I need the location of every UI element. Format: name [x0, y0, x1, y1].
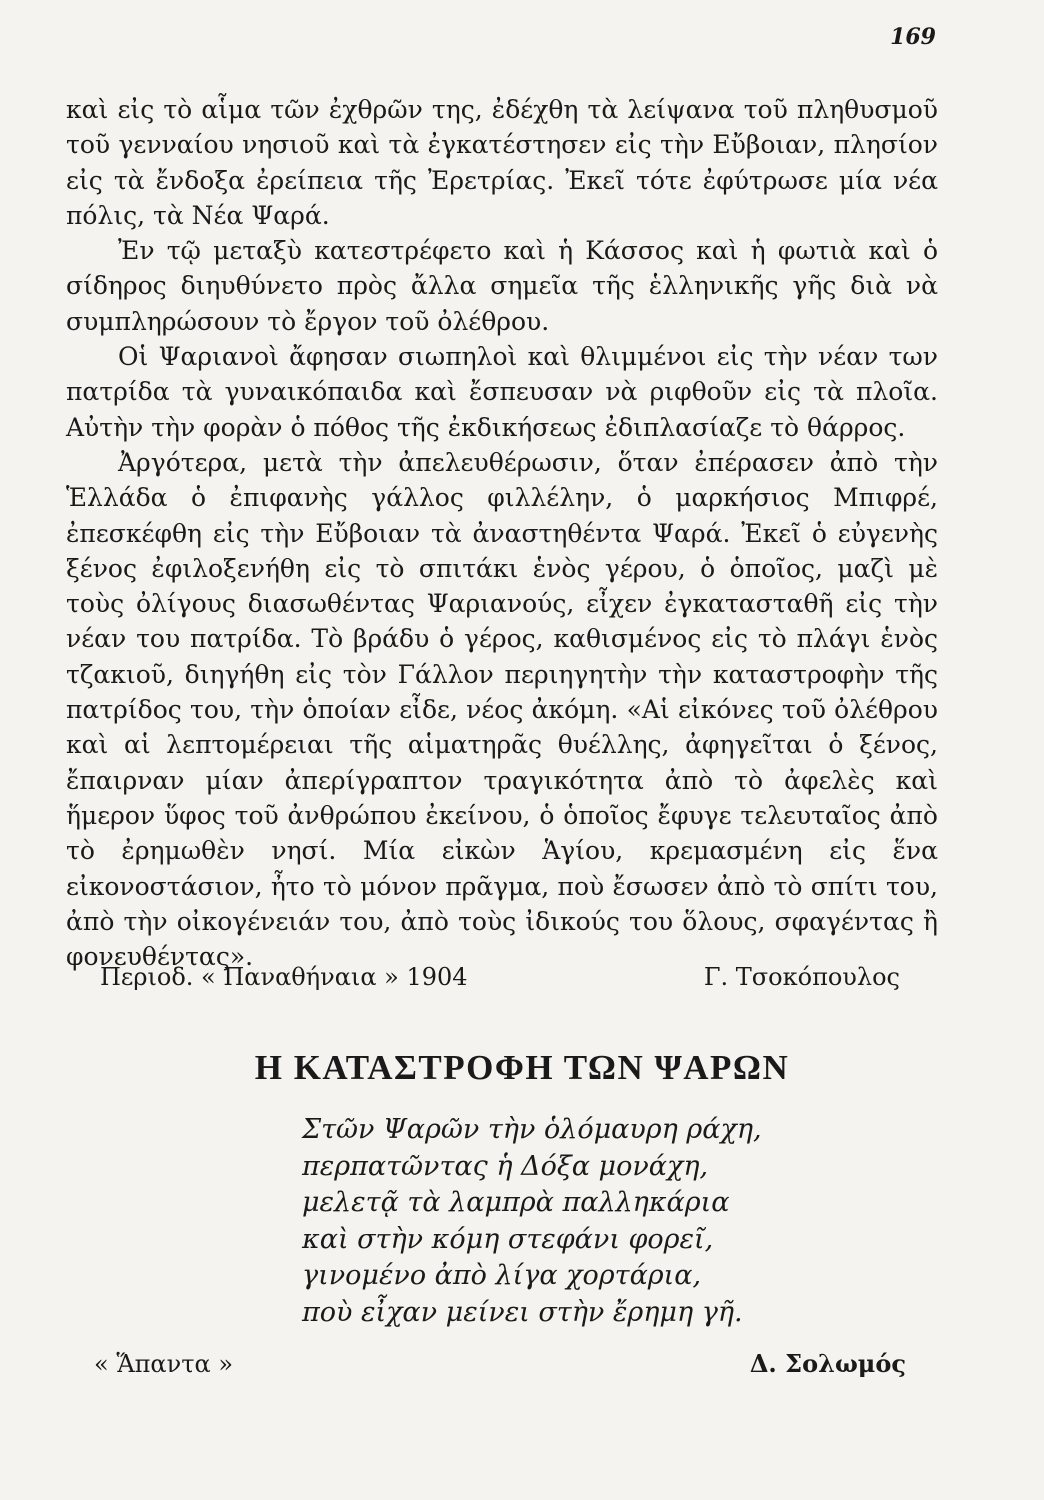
- paragraph: Ἀργότερα, μετὰ τὴν ἀπελευθέρωσιν, ὅταν ἐπέρασεν ἀπὸ τὴν Ἑλλάδα ὁ ἐπιφανὴς γάλλος φιλλέλην, ὁ μαρκήσιος Μπιφρέ, ἐπεσκέφθη εἰς τὴν Εὔβοιαν τὰ ἀναστηθέντα Ψαρά. Ἐκεῖ ὁ εὐγενὴς ξένος ἐφιλοξενήθη εἰς τὸ σπιτάκι ἑνὸς γέρου, ὁ ὁποῖος, μαζὶ μὲ τοὺς ὀλίγους διασωθέντας Ψαριανούς, εἶχεν ἐγκατασταθῆ εἰς τὴν νέαν του πατρίδα. Τὸ βράδυ ὁ γέρος, καθισμένος εἰς τὸ πλάγι ἑνὸς τζακιοῦ, διηγήθη εἰς τὸν Γάλλον περιηγητὴν τὴν καταστροφὴν τῆς πατρίδος του, τὴν ὁποίαν εἶδε, νέος ἀκόμη. «Αἱ εἰκόνες τοῦ ὀλέθρου καὶ αἱ λεπτομέρειαι τῆς αἱματηρᾶς θυέλλης, ἀφηγεῖται ὁ ξένος, ἔπαιρναν μίαν ἀπερίγραπτον τραγικότητα ἀπὸ τὸ ἀφελὲς καὶ ἥμερον ὕφος τοῦ ἀνθρώπου ἐκείνου, ὁ ὁποῖος ἔφυγε τελευταῖος ἀπὸ τὸ ἐρημωθὲν νησί. Μία εἰκὼν Ἁγίου, κρεμασμένη εἰς ἕνα εἰκονοστάσιον, ἦτο τὸ μόνον πρᾶγμα, ποὺ ἔσωσεν ἀπὸ τὸ σπίτι του, ἀπὸ τὴν οἰκογένειάν του, ἀπὸ τοὺς ἰδικούς του ὅλους, σφαγέντας ἢ φονευθέντας».: [66, 447, 938, 972]
- paragraph: καὶ εἰς τὸ αἷμα τῶν ἐχθρῶν της, ἐδέχθη τὰ λείψανα τοῦ πληθυσμοῦ τοῦ γενναίου νησιοῦ καὶ τὰ ἐγκατέστησεν εἰς τὴν Εὔβοιαν, πλησίον εἰς τὰ ἔνδοξα ἐρείπεια τῆς Ἐρετρίας. Ἐκεῖ τότε ἐφύτρωσε μία νέα πόλις, τὰ Νέα Ψαρά.: [66, 95, 938, 230]
- poem-line: περπατῶντας ἡ Δόξα μονάχη,: [302, 1150, 709, 1182]
- prose-source-line: [100, 963, 900, 991]
- prose-author: Γ. Τσοκόπουλος: [703, 963, 900, 991]
- poem-line: γινομένο ἀπὸ λίγα χορτάρια,: [302, 1260, 702, 1291]
- poem-title: Η ΚΑΤΑΣΤΡΟΦΗ ΤΩΝ ΨΑΡΩΝ: [254, 1048, 790, 1087]
- collection-citation: « Ἅπαντα »: [94, 1350, 233, 1378]
- poem-author: Δ. Σολωμός: [749, 1349, 906, 1378]
- poem-line: καὶ στὴν κόμη στεφάνι φορεῖ,: [302, 1223, 714, 1255]
- periodical-citation: Περιοδ. « Παναθήναια » 1904: [100, 963, 468, 991]
- prose-body: [66, 92, 938, 974]
- page-number: 169: [890, 24, 936, 50]
- poem-stanza: [302, 1112, 762, 1331]
- poem-source-line: [94, 1349, 906, 1378]
- paragraph: Οἱ Ψαριανοὶ ἄφησαν σιωπηλοὶ καὶ θλιμμένοι εἰς τὴν νέαν των πατρίδα τὰ γυναικόπαιδα καὶ ἔσπευσαν νὰ ριφθοῦν εἰς τὰ πλοῖα. Αὐτὴν τὴν φορὰν ὁ πόθος τῆς ἐκδικήσεως ἐδιπλασίαζε τὸ θάρρος.: [66, 342, 938, 442]
- paragraph: Ἐν τῷ μεταξὺ κατεστρέφετο καὶ ἡ Κάσσος καὶ ἡ φωτιὰ καὶ ὁ σίδηρος διηυθύνετο πρὸς ἄλλα σημεῖα τῆς ἑλληνικῆς γῆς διὰ νὰ συμπληρώσουν τὸ ἔργον τοῦ ὀλέθρου.: [66, 236, 938, 336]
- poem-line: Στῶν Ψαρῶν τὴν ὁλόμαυρη ράχη,: [302, 1114, 762, 1145]
- poem-line: ποὺ εἶχαν μείνει στὴν ἔρημη γῆ.: [302, 1296, 743, 1328]
- poem-line: μελετᾷ τὰ λαμπρὰ παλληκάρια: [302, 1187, 730, 1218]
